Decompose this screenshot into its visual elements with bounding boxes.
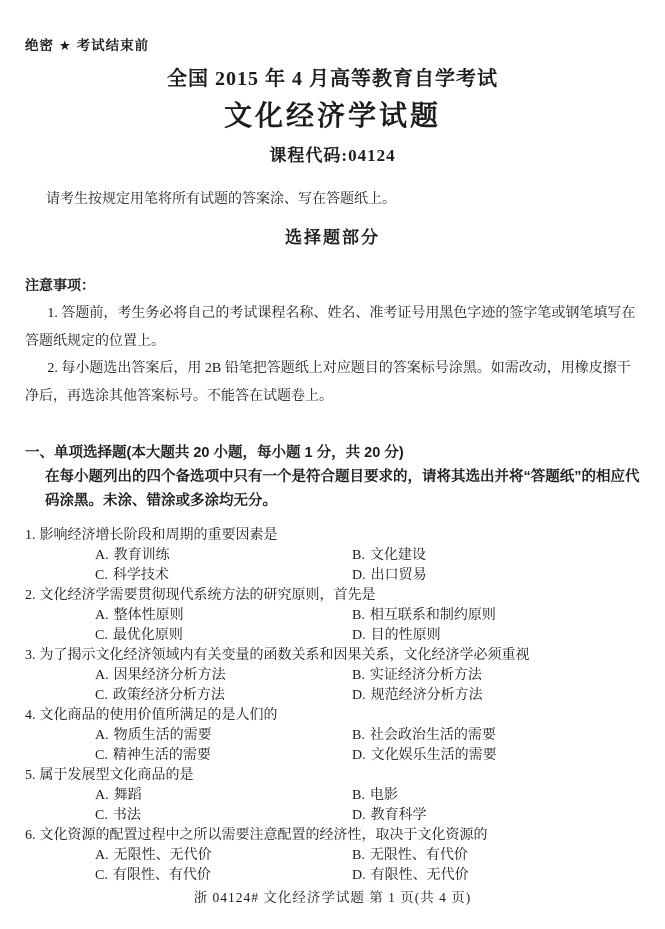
option-b [352,846,640,866]
option-c [95,566,352,586]
notice-title: 注意事项： [25,277,95,293]
option-label: D. [352,568,366,583]
option-text: 整体性原则 [113,608,184,623]
option-label: C. [95,628,108,643]
question-options [25,786,640,826]
option-d [352,806,640,826]
question-number: 1. [25,528,36,543]
option-a [95,726,352,746]
option-label: D. [352,808,366,823]
option-c [95,866,352,886]
section-title: 选择题部分 [285,228,380,247]
question-5 [25,766,640,826]
option-label: A. [95,728,109,743]
option-text: 社会政治生活的需要 [369,728,496,743]
option-text: 政策经济分析方法 [112,688,225,703]
course-code: 课程代码:04124 [269,146,396,165]
option-label: C. [95,688,108,703]
option-c [95,806,352,826]
page-footer: 浙 04124# 文化经济学试题 第 1 页(共 4 页) [193,890,472,905]
question-stem-text: 影响经济增长阶段和周期的重要因素是 [39,528,278,543]
answer-instruction: 请考生按规定用笔将所有试题的答案涂、写在答题纸上。 [46,192,396,207]
option-b [352,726,640,746]
option-d [352,626,640,646]
option-a [95,846,352,866]
question-stem [25,586,640,606]
classification-label: 绝密 ★ 考试结束前 [25,38,150,53]
option-label: D. [352,688,366,703]
question-number: 4. [25,708,36,723]
paper-title: 文化经济学试题 [223,101,441,132]
option-text: 有限性、有代价 [112,868,211,883]
option-label: D. [352,628,366,643]
option-label: D. [352,868,366,883]
option-d [352,866,640,886]
option-text: 舞蹈 [113,788,142,803]
question-number: 2. [25,588,36,603]
option-a [95,546,352,566]
option-text: 书法 [112,808,141,823]
question-4 [25,706,640,766]
option-c [95,746,352,766]
option-c [95,686,352,706]
option-text: 物质生活的需要 [113,728,212,743]
option-text: 教育科学 [370,808,427,823]
option-a [95,606,352,626]
notice-item-1: 1. 答题前，考生务必将自己的考试课程名称、姓名、准考证号用黑色字迹的签字笔或钢笔填写在答题纸规定的位置上。 [25,306,636,349]
question-number: 5. [25,768,36,783]
option-label: B. [352,548,365,563]
option-text: 出口贸易 [370,568,427,583]
option-a [95,786,352,806]
option-text: 目的性原则 [370,628,441,643]
option-label: B. [352,848,365,863]
option-a [95,666,352,686]
option-label: A. [95,788,109,803]
option-d [352,746,640,766]
question-2 [25,586,640,646]
option-label: C. [95,748,108,763]
notice-list [25,300,640,410]
option-label: C. [95,868,108,883]
option-text: 文化建设 [369,548,426,563]
option-b [352,786,640,806]
question-number: 3. [25,648,36,663]
option-text: 规范经济分析方法 [370,688,483,703]
option-text: 最优化原则 [112,628,183,643]
question-stem-text: 文化资源的配置过程中之所以需要注意配置的经济性，取决于文化资源的 [39,828,488,843]
option-text: 精神生活的需要 [112,748,211,763]
question-options [25,726,640,766]
option-text: 相互联系和制约原则 [369,608,496,623]
option-text: 科学技术 [112,568,169,583]
question-options [25,666,640,706]
part-one-heading: 一、单项选择题(本大题共 20 小题，每小题 1 分，共 20 分) [25,445,404,461]
option-c [95,626,352,646]
question-stem [25,826,640,846]
question-6 [25,826,640,886]
question-stem-text: 属于发展型文化商品的是 [39,768,194,783]
option-label: A. [95,548,109,563]
question-stem [25,526,640,546]
option-text: 因果经济分析方法 [113,668,226,683]
option-text: 文化娱乐生活的需要 [370,748,497,763]
question-stem [25,706,640,726]
question-stem-text: 为了揭示文化经济领域内有关变量的函数关系和因果关系，文化经济学必须重视 [39,648,530,663]
option-label: B. [352,608,365,623]
question-options [25,846,640,886]
option-label: B. [352,728,365,743]
notice-item-2: 2. 每小题选出答案后，用 2B 铅笔把答题纸上对应题目的答案标号涂黑。如需改动，用橡皮擦干净后，再选涂其他答案标号。不能答在试题卷上。 [25,361,631,404]
option-text: 无限性、无代价 [113,848,212,863]
question-stem [25,766,640,786]
part-one-subheading: 在每小题列出的四个备选项中只有一个是符合题目要求的，请将其选出并将“答题纸”的相应代码涂黑。未涂、错涂或多涂均无分。 [45,469,640,509]
option-d [352,566,640,586]
question-stem-text: 文化经济学需要贯彻现代系统方法的研究原则，首先是 [39,588,376,603]
option-label: C. [95,808,108,823]
option-text: 无限性、有代价 [369,848,468,863]
question-stem-text: 文化商品的使用价值所满足的是人们的 [39,708,278,723]
question-3 [25,646,640,706]
option-label: D. [352,748,366,763]
option-label: C. [95,568,108,583]
question-list [25,526,640,886]
option-label: A. [95,668,109,683]
question-options [25,546,640,586]
option-b [352,606,640,626]
option-b [352,546,640,566]
option-text: 有限性、无代价 [370,868,469,883]
option-b [352,666,640,686]
option-text: 教育训练 [113,548,170,563]
option-label: A. [95,608,109,623]
option-d [352,686,640,706]
exam-title: 全国 2015 年 4 月高等教育自学考试 [167,68,498,90]
option-text: 实证经济分析方法 [369,668,482,683]
question-1 [25,526,640,586]
option-text: 电影 [369,788,398,803]
question-options [25,606,640,646]
question-stem [25,646,640,666]
option-label: B. [352,668,365,683]
question-number: 6. [25,828,36,843]
option-label: B. [352,788,365,803]
option-label: A. [95,848,109,863]
